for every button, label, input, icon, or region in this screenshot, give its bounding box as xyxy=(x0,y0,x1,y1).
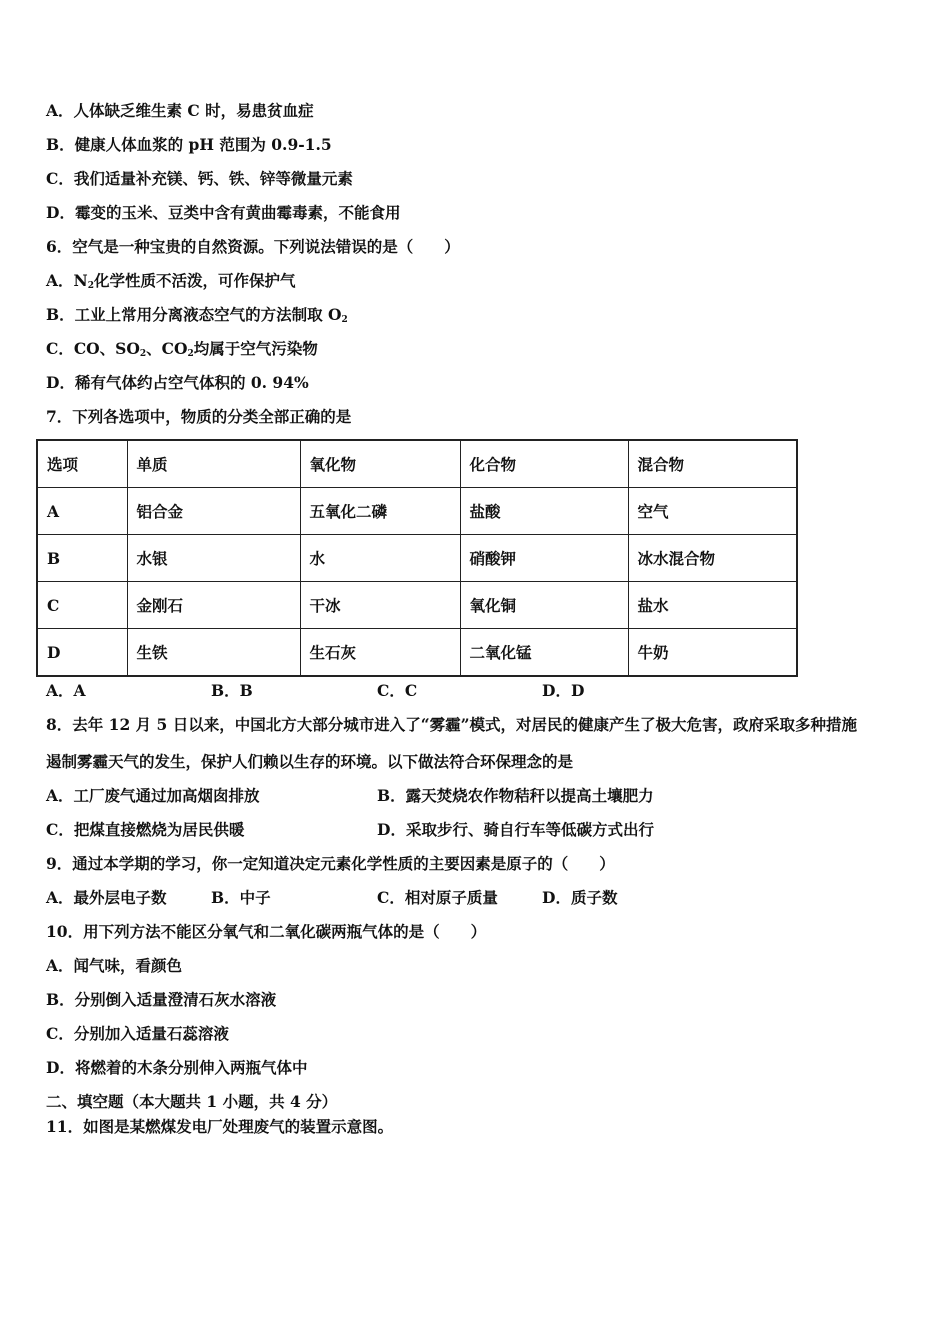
table-cell: 盐水 xyxy=(628,582,797,629)
table-cell: 生铁 xyxy=(127,629,300,677)
table-cell: 氧化铜 xyxy=(460,582,628,629)
table-cell: 铝合金 xyxy=(127,488,300,535)
table-row xyxy=(37,582,797,629)
q7-option-d: D．D xyxy=(542,681,585,700)
table-cell: 水 xyxy=(300,535,460,582)
table-cell: 冰水混合物 xyxy=(628,535,797,582)
q6-b-subscript: 2 xyxy=(341,315,348,325)
q10-option-d: D．将燃着的木条分别伸入两瓶气体中 xyxy=(46,1058,308,1077)
q6-a-subscript: 2 xyxy=(87,281,94,291)
q6-c-subscript-2: 2 xyxy=(187,349,194,359)
table-cell: 五氧化二磷 xyxy=(300,488,460,535)
table-row xyxy=(37,629,797,677)
table-row xyxy=(37,488,797,535)
q6-b-text: B．工业上常用分离液态空气的方法制取 O xyxy=(46,305,342,324)
table-header-row xyxy=(37,440,797,488)
table-cell: A xyxy=(37,488,127,535)
table-cell: 干冰 xyxy=(300,582,460,629)
q6-c-subscript-1: 2 xyxy=(139,349,147,359)
q8-option-a: A．工厂废气通过加高烟囱排放 xyxy=(46,786,260,805)
q7-options xyxy=(46,681,906,701)
table-cell: 水银 xyxy=(127,535,300,582)
section-heading: 二、填空题（本大题共 1 小题，共 4 分） xyxy=(46,1092,338,1111)
q9-stem: 9．通过本学期的学习，你一定知道决定元素化学性质的主要因素是原子的（ ） xyxy=(46,854,615,873)
q8-option-d: D．采取步行、骑自行车等低碳方式出行 xyxy=(377,820,654,839)
table-cell: D xyxy=(37,629,127,677)
table-cell: 牛奶 xyxy=(628,629,797,677)
q10-option-c: C．分别加入适量石蕊溶液 xyxy=(46,1024,229,1043)
q6-c-text-3: 均属于空气污染物 xyxy=(193,339,318,358)
table-header-cell: 选项 xyxy=(37,440,127,488)
q8-options-row-1 xyxy=(46,786,906,806)
q7-option-b: B．B xyxy=(211,681,253,700)
q5-option-d: D．霉变的玉米、豆类中含有黄曲霉毒素，不能食用 xyxy=(46,203,401,222)
q5-option-b: B．健康人体血浆的 pH 范围为 0.9-1.5 xyxy=(46,135,332,154)
q7-option-a: A．A xyxy=(46,681,86,700)
table-header-cell: 氧化物 xyxy=(300,440,460,488)
q9-option-b: B．中子 xyxy=(211,888,271,907)
q5-option-c: C．我们适量补充镁、钙、铁、锌等微量元素 xyxy=(46,169,353,188)
table-cell: C xyxy=(37,582,127,629)
q7-option-c: C．C xyxy=(377,681,418,700)
q6-option-d: D．稀有气体约占空气体积的 0. 94% xyxy=(46,373,309,392)
table-cell: B xyxy=(37,535,127,582)
q7-stem: 7．下列各选项中，物质的分类全部正确的是 xyxy=(46,407,352,426)
table-cell: 硝酸钾 xyxy=(460,535,628,582)
q11-stem: 11．如图是某燃煤发电厂处理废气的装置示意图。 xyxy=(46,1117,394,1136)
table-cell: 空气 xyxy=(628,488,797,535)
classification-table xyxy=(36,439,798,677)
q6-c-text-1: C．CO、SO xyxy=(46,339,140,358)
q8-options-row-2 xyxy=(46,820,906,840)
q6-c-text-2: 、CO xyxy=(146,339,188,358)
q10-stem: 10．用下列方法不能区分氧气和二氧化碳两瓶气体的是（ ） xyxy=(46,922,487,941)
q6-option-b xyxy=(46,305,348,330)
table-cell: 盐酸 xyxy=(460,488,628,535)
q6-a-text-rest: 化学性质不活泼，可作保护气 xyxy=(93,271,296,290)
table-header-cell: 化合物 xyxy=(460,440,628,488)
table-header-cell: 单质 xyxy=(127,440,300,488)
table-cell: 金刚石 xyxy=(127,582,300,629)
q9-option-a: A．最外层电子数 xyxy=(46,888,167,907)
q9-option-c: C．相对原子质量 xyxy=(377,888,498,907)
q5-option-a: A．人体缺乏维生素 C 时，易患贫血症 xyxy=(46,101,314,120)
q8-stem-line-1: 8．去年 12 月 5 日以来，中国北方大部分城市进入了“雾霾”模式，对居民的健康产生了极大危害，政府采取多种措施 xyxy=(46,715,858,734)
q8-option-b: B．露天焚烧农作物秸秆以提高土壤肥力 xyxy=(377,786,654,805)
q9-option-d: D．质子数 xyxy=(542,888,618,907)
q8-option-c: C．把煤直接燃烧为居民供暖 xyxy=(46,820,245,839)
q10-option-a: A．闻气味，看颜色 xyxy=(46,956,183,975)
table-row xyxy=(37,535,797,582)
q6-stem: 6．空气是一种宝贵的自然资源。下列说法错误的是（ ） xyxy=(46,237,460,256)
table-cell: 生石灰 xyxy=(300,629,460,677)
q10-option-b: B．分别倒入适量澄清石灰水溶液 xyxy=(46,990,277,1009)
table-header-cell: 混合物 xyxy=(628,440,797,488)
q6-a-text: A．N xyxy=(46,271,88,290)
q6-option-a xyxy=(46,271,295,296)
q8-stem-line-2: 遏制雾霾天气的发生，保护人们赖以生存的环境。以下做法符合环保理念的是 xyxy=(46,752,574,771)
q9-options xyxy=(46,888,906,908)
table-cell: 二氧化锰 xyxy=(460,629,628,677)
q6-option-c xyxy=(46,339,318,364)
